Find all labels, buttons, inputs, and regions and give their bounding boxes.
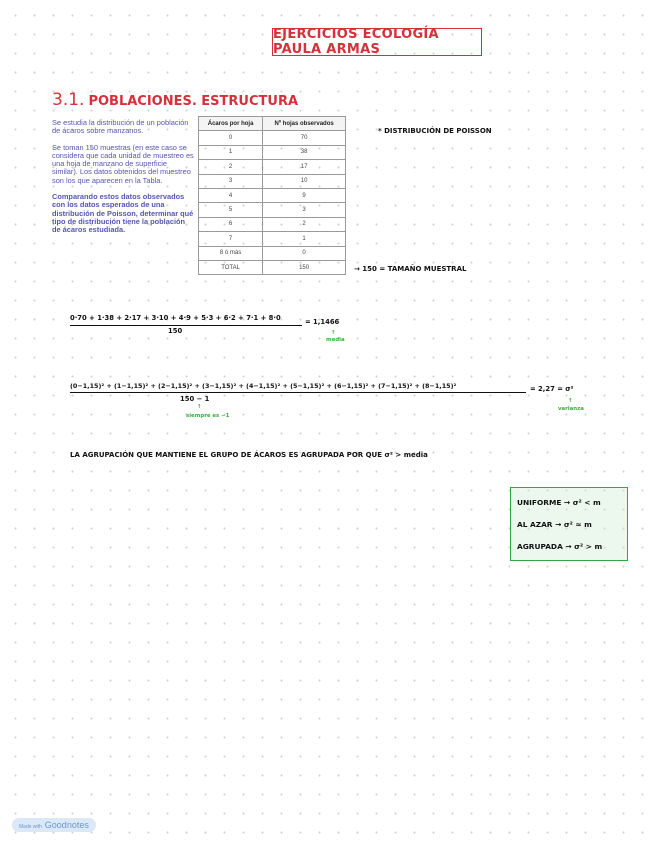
cell-mites-per-leaf: 2 xyxy=(199,160,263,174)
table-row xyxy=(199,131,346,145)
table-row xyxy=(199,188,346,202)
distribution-legend xyxy=(510,487,628,561)
cell-leaves-observed: 2 xyxy=(263,217,346,231)
section-title xyxy=(52,90,298,110)
cell-leaves-observed: 10 xyxy=(263,174,346,188)
cell-leaves-observed: 9 xyxy=(263,188,346,202)
cell-leaves-observed: 3 xyxy=(263,203,346,217)
table-row xyxy=(199,203,346,217)
cell-mites-per-leaf: 8 ó más xyxy=(199,246,263,260)
legend-uniform: UNIFORME → σ² < m xyxy=(517,498,601,507)
table-row xyxy=(199,160,346,174)
badge-prefix: Made with xyxy=(19,824,42,830)
cell-mites-per-leaf: TOTAL xyxy=(199,260,263,274)
variance-denominator: 150 − 1 xyxy=(180,395,210,403)
cell-leaves-observed: 1 xyxy=(263,232,346,246)
cell-mites-per-leaf: 7 xyxy=(199,232,263,246)
cell-mites-per-leaf: 4 xyxy=(199,188,263,202)
variance-denominator-note: siempre es −1 xyxy=(186,413,230,419)
table-header-mites: Ácaros por hoja xyxy=(199,117,263,131)
cell-leaves-observed: 38 xyxy=(263,145,346,159)
table-row xyxy=(199,232,346,246)
cell-mites-per-leaf: 5 xyxy=(199,203,263,217)
variance-arrow-icon: ↑ xyxy=(568,398,573,404)
legend-random: AL AZAR → σ² ≈ m xyxy=(517,520,592,529)
cell-leaves-observed: 70 xyxy=(263,131,346,145)
legend-clustered: AGRUPADA → σ² > m xyxy=(517,542,603,551)
sample-size-note: → 150 = TAMAÑO MUESTRAL xyxy=(354,265,467,273)
cell-mites-per-leaf: 0 xyxy=(199,131,263,145)
mean-arrow-icon: ↑ xyxy=(331,330,336,336)
page-title: EJERCICIOS ECOLOGÍA PAULA ARMAS xyxy=(272,28,482,56)
cell-leaves-observed: 150 xyxy=(263,260,346,274)
variance-denominator-arrow-icon: ↑ xyxy=(197,404,202,410)
cell-mites-per-leaf: 3 xyxy=(199,174,263,188)
cell-mites-per-leaf: 1 xyxy=(199,145,263,159)
cell-mites-per-leaf: 6 xyxy=(199,217,263,231)
cell-leaves-observed: 17 xyxy=(263,160,346,174)
poisson-note: * DISTRIBUCIÓN DE POISSON xyxy=(378,127,492,135)
variance-numerator: (0−1,15)² + (1−1,15)² + (2−1,15)² + (3−1,15)² + (4−1,15)² + (5−1,15)² + (6−1,15)² + (7−1,15)² + (8−1,15)² xyxy=(70,382,457,390)
observations-table xyxy=(198,116,346,275)
cell-leaves-observed: 0 xyxy=(263,246,346,260)
mean-label: media xyxy=(326,337,345,343)
mean-numerator: 0·70 + 1·38 + 2·17 + 3·10 + 4·9 + 5·3 + 6·2 + 7·1 + 8·0 xyxy=(70,314,281,322)
intro-paragraph-1: Se estudia la distribución de un población de ácaros sobre manzanos. xyxy=(52,118,189,136)
table-header-leaves: Nº hojas observados xyxy=(263,117,346,131)
table-row xyxy=(199,260,346,274)
table-row xyxy=(199,217,346,231)
table-row xyxy=(199,246,346,260)
table-row xyxy=(199,174,346,188)
problem-statement xyxy=(52,119,194,235)
section-number: 3.1. xyxy=(52,90,85,110)
intro-paragraph-2: Se toman 150 muestras (en este caso se considera que cada unidad de muestreo es una hoja de manzano de superficie similar). Los datos obtenidos del muestreo son los que aparecen en la Tabla. xyxy=(52,142,194,185)
variance-result: = 2,27 = σ² xyxy=(530,385,574,393)
intro-paragraph-3: Comparando estos datos observados con los datos esperados de una distribución de Poisson, determinar qué tipo de distribución tiene la población de ácaros estudiada. xyxy=(52,192,194,235)
badge-brand: Goodnotes xyxy=(44,820,89,830)
variance-label: varianza xyxy=(558,406,584,412)
conclusion-text: LA AGRUPACIÓN QUE MANTIENE EL GRUPO DE ÁCAROS ES AGRUPADA POR QUE σ² > media xyxy=(70,451,428,459)
goodnotes-badge[interactable] xyxy=(12,818,96,832)
table-header-row xyxy=(199,117,346,131)
table-row xyxy=(199,145,346,159)
mean-fraction-bar xyxy=(70,325,302,326)
mean-denominator: 150 xyxy=(168,327,183,335)
mean-result: = 1,1466 xyxy=(305,318,340,326)
section-label: POBLACIONES. ESTRUCTURA xyxy=(88,94,299,109)
variance-fraction-bar xyxy=(70,392,526,393)
